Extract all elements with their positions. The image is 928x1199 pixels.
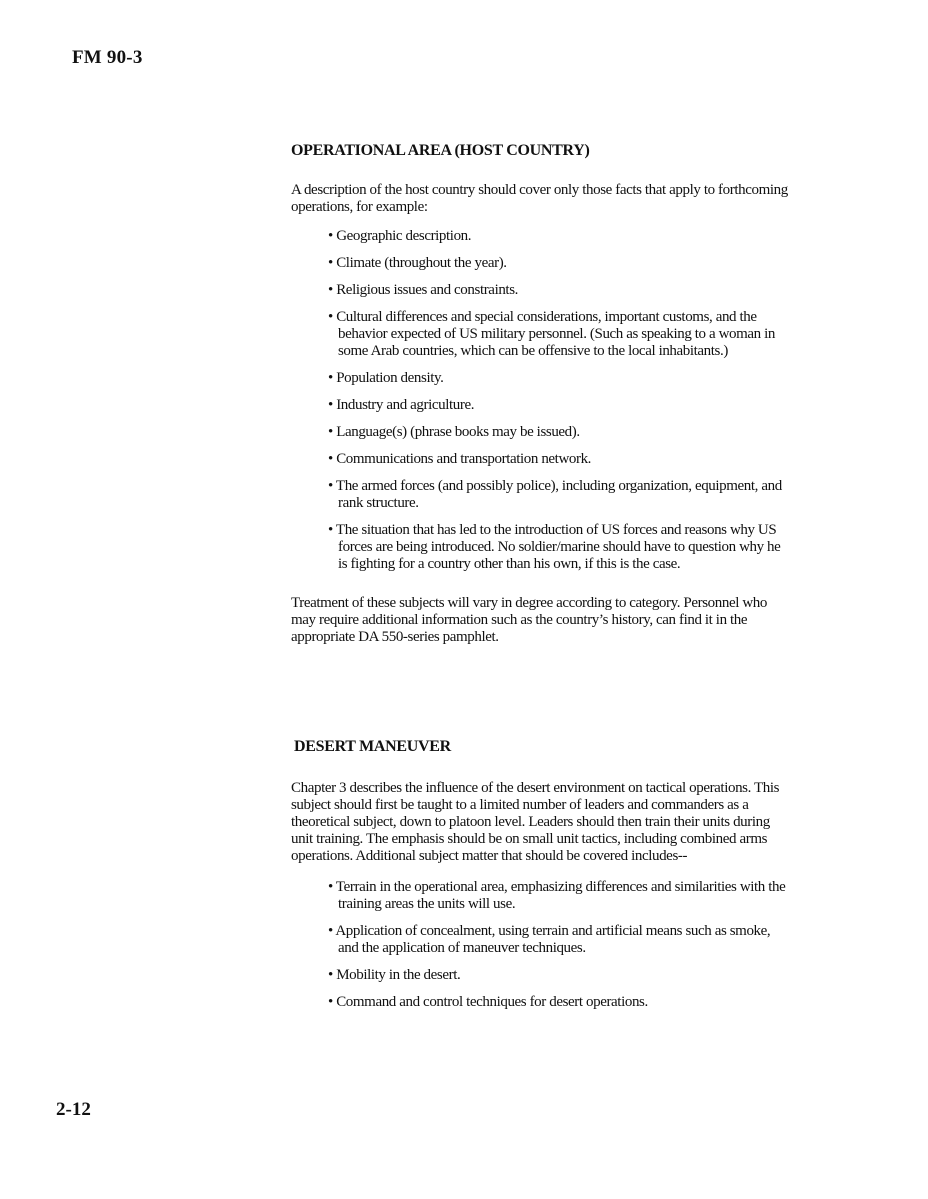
list-item: • Population density. (328, 370, 444, 386)
list-item: • Climate (throughout the year). (328, 255, 507, 271)
section-operational-area (291, 142, 791, 646)
closing-paragraph: Treatment of these subjects will vary in degree according to category. Personnel who may require additional information such as the country’s history, can find it in the appropriate DA 550-series pamphlet. (291, 595, 767, 645)
list-item: • Terrain in the operational area, emphasizing differences and similarities with the training areas the units will use. (328, 879, 786, 912)
list-item: • Command and control techniques for desert operations. (328, 994, 648, 1010)
section-heading: DESERT MANEUVER (294, 738, 451, 755)
list-item: • Communications and transportation network. (328, 451, 592, 467)
list-item: • The armed forces (and possibly police), including organization, equipment, and rank structure. (328, 478, 782, 511)
list-item: • Cultural differences and special considerations, important customs, and the behavior expected of US military personnel. (Such as speaking to a woman in some Arab countries, which can be offensive to the local inhabitants.) (328, 309, 775, 359)
list-item: • Geographic description. (328, 228, 472, 244)
section-desert-maneuver (291, 738, 791, 1021)
bullet-list (291, 879, 791, 1011)
intro-paragraph: A description of the host country should cover only those facts that apply to forthcoming operations, for example: (291, 182, 788, 215)
list-item: • Industry and agriculture. (328, 397, 475, 413)
list-item: • Religious issues and constraints. (328, 282, 518, 298)
list-item: • Application of concealment, using terrain and artificial means such as smoke, and the application of maneuver techniques. (328, 923, 771, 956)
list-item: • Language(s) (phrase books may be issued). (328, 424, 580, 440)
intro-paragraph: Chapter 3 describes the influence of the desert environment on tactical operations. This subject should first be taught to a limited number of leaders and commanders as a theoretical subject, down to platoon level. Leaders should then train their units during unit training. The emphasis should be on small unit tactics, including combined arms operations. Additional subject matter that should be covered includes-- (291, 780, 780, 864)
section-heading: OPERATIONAL AREA (HOST COUNTRY) (291, 142, 590, 159)
document-id-header: FM 90-3 (72, 47, 143, 68)
list-item: • Mobility in the desert. (328, 967, 461, 983)
list-item: • The situation that has led to the introduction of US forces and reasons why US forces are being introduced. No soldier/marine should have to question why he is fighting for a country other than his own, if this is the case. (328, 522, 781, 572)
bullet-list (291, 228, 791, 573)
page-number: 2-12 (56, 1099, 91, 1120)
